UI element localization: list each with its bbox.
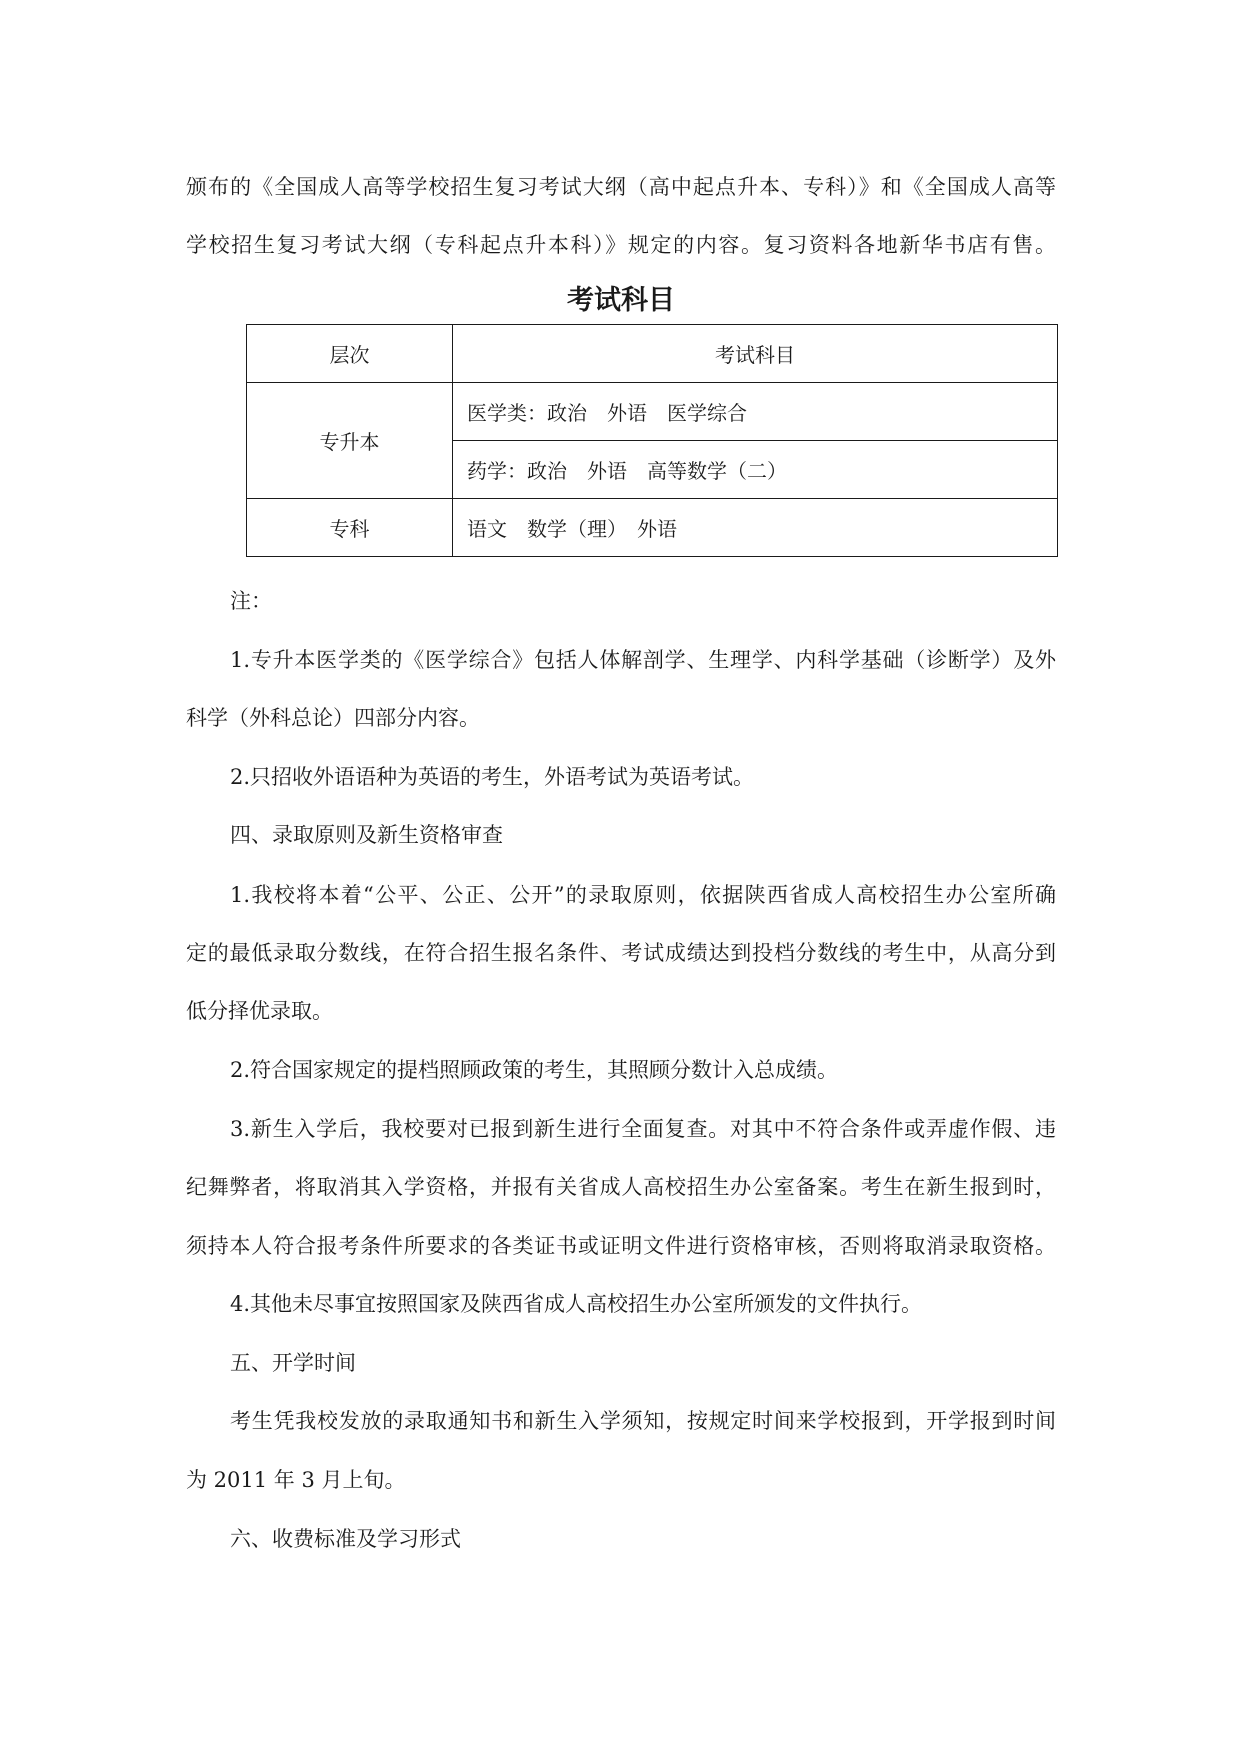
paragraph-line: 3.新生入学后，我校要对已报到新生进行全面复查。对其中不符合条件或弄虚作假、违 (230, 1117, 1056, 1141)
note-item: 科学（外科总论）四部分内容。 (186, 706, 480, 730)
paragraph-line: 4.其他未尽事宜按照国家及陕西省成人高校招生办公室所颁发的文件执行。 (230, 1292, 923, 1316)
level-cell: 专升本 (247, 383, 453, 499)
subjects-cell: 药学：政治 外语 高等数学（二） (453, 441, 1058, 499)
paragraph-line: 定的最低录取分数线，在符合招生报名条件、考试成绩达到投档分数线的考生中，从高分到 (186, 941, 1056, 965)
section-heading: 六、收费标准及学习形式 (230, 1527, 461, 1551)
paragraph-line: 1.我校将本着“公平、公正、公开”的录取原则，依据陕西省成人高校招生办公室所确 (230, 883, 1056, 907)
paragraph-line: 须持本人符合报考条件所要求的各类证书或证明文件进行资格审核，否则将取消录取资格。 (186, 1234, 1056, 1258)
table-title: 考试科目 (567, 285, 675, 316)
paragraph-line: 颁布的《全国成人高等学校招生复习考试大纲（高中起点升本、专科）》和《全国成人高等 (186, 175, 1056, 199)
note-item: 1.专升本医学类的《医学综合》包括人体解剖学、生理学、内科学基础（诊断学）及外 (230, 648, 1056, 672)
subjects-cell: 医学类：政治 外语 医学综合 (453, 383, 1058, 441)
section-heading: 五、开学时间 (230, 1351, 356, 1375)
paragraph-line: 考生凭我校发放的录取通知书和新生入学须知，按规定时间来学校报到，开学报到时间 (230, 1409, 1056, 1433)
section-heading: 四、录取原则及新生资格审查 (230, 823, 503, 847)
level-cell: 专科 (247, 499, 453, 557)
paragraph-line: 纪舞弊者，将取消其入学资格，并报有关省成人高校招生办公室备案。考生在新生报到时， (186, 1175, 1056, 1199)
table-header-row (247, 325, 1058, 383)
subjects-cell: 语文 数学（理） 外语 (453, 499, 1058, 557)
table-row (247, 383, 1058, 441)
paragraph-line: 学校招生复习考试大纲（专科起点升本科）》规定的内容。复习资料各地新华书店有售。 (186, 233, 1056, 257)
note-item: 2.只招收外语语种为英语的考生，外语考试为英语考试。 (230, 765, 755, 789)
paragraph-line: 为 2011 年 3 月上旬。 (186, 1468, 406, 1492)
paragraph-line: 低分择优录取。 (186, 999, 333, 1023)
table-row (247, 499, 1058, 557)
exam-subjects-table (246, 324, 1058, 557)
header-subjects-cell: 考试科目 (453, 325, 1058, 383)
paragraph-line: 2.符合国家规定的提档照顾政策的考生，其照顾分数计入总成绩。 (230, 1058, 839, 1082)
note-label: 注： (230, 589, 272, 613)
header-level-cell: 层次 (247, 325, 453, 383)
